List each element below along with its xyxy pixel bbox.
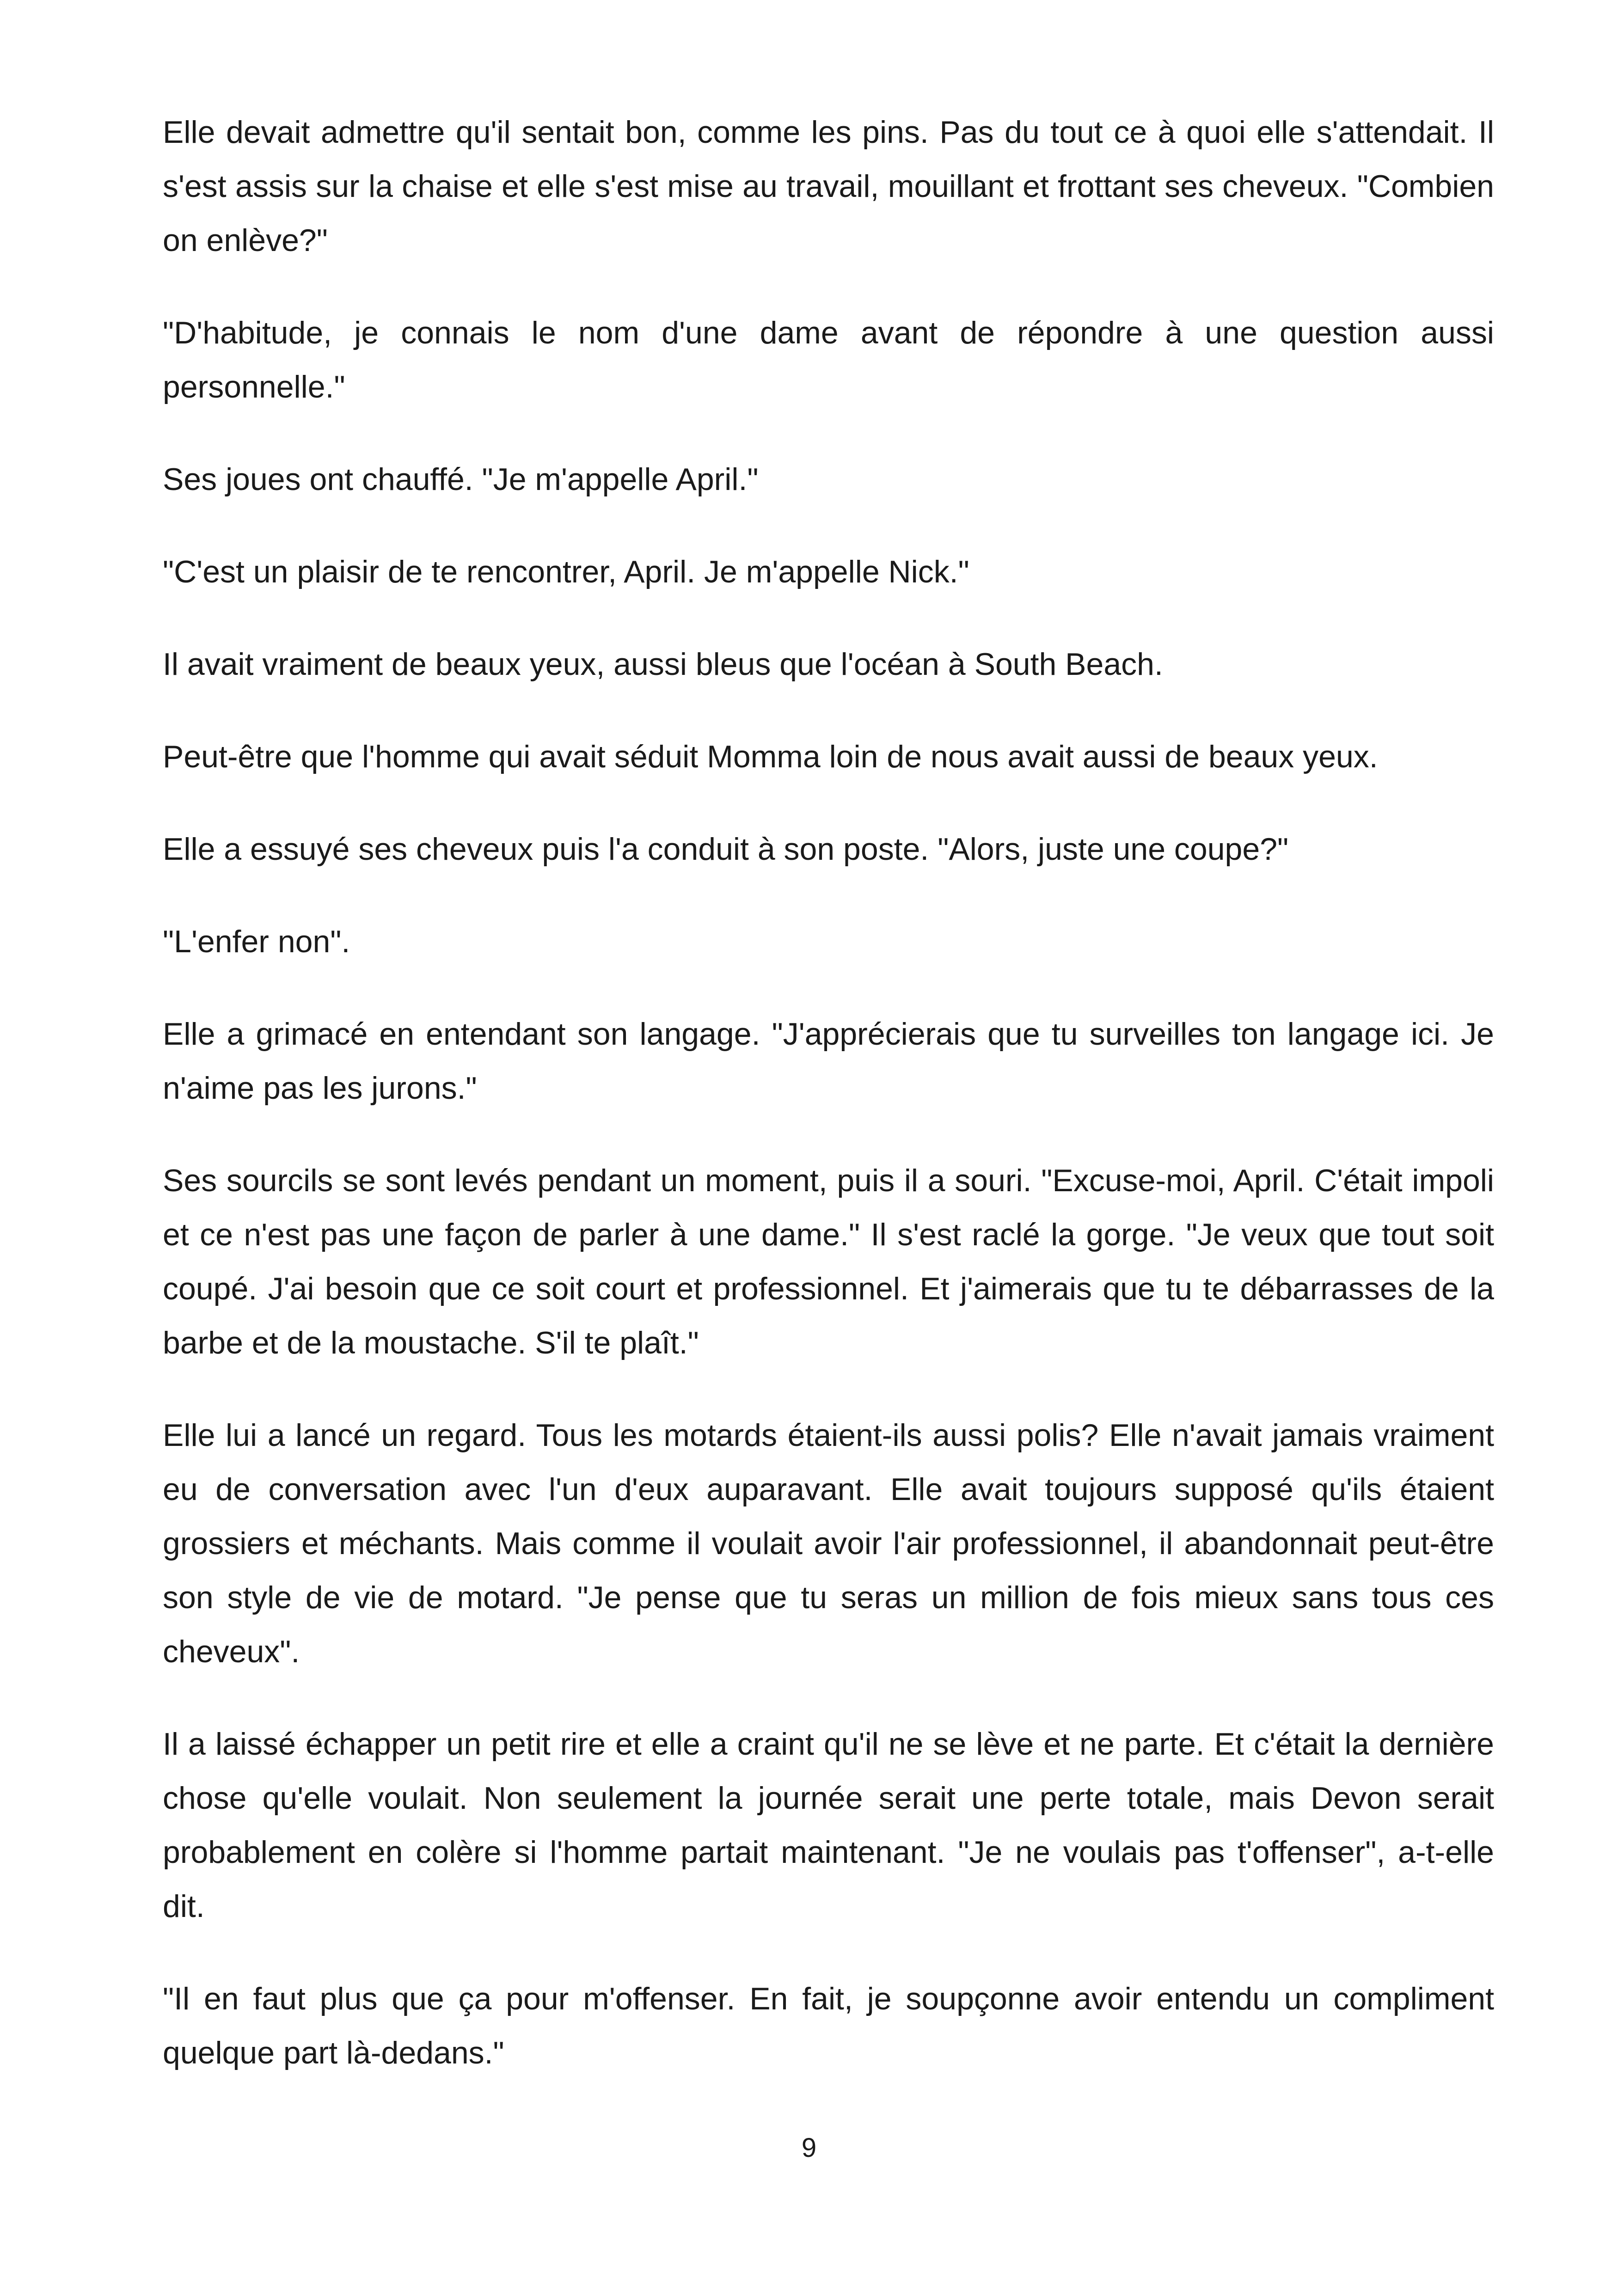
paragraph: "D'habitude, je connais le nom d'une dame avant de répondre à une question aussi personnelle." [163,315,1494,404]
body-text [163,105,1494,2118]
paragraph: "L'enfer non". [163,924,350,959]
paragraph: Ses sourcils se sont levés pendant un moment, puis il a souri. "Excuse-moi, April. C'était impoli et ce n'est pas une façon de parler à une dame." Il s'est raclé la gorge. "Je veux que tout soit coupé. J'ai besoin que ce soit court et professionnel. Et j'aimerais que tu te débarrasses de la barbe et de la moustache. S'il te plaît." [163,1163,1494,1360]
paragraph: "C'est un plaisir de te rencontrer, April. Je m'appelle Nick." [163,554,969,589]
paragraph: Elle a grimacé en entendant son langage. "J'apprécierais que tu surveilles ton langage ici. Je n'aime pas les jurons." [163,1016,1494,1106]
paragraph: Peut-être que l'homme qui avait séduit Momma loin de nous avait aussi de beaux yeux. [163,739,1378,774]
page-number: 9 [801,2133,817,2163]
paragraph: Il a laissé échapper un petit rire et elle a craint qu'il ne se lève et ne parte. Et c'était la dernière chose qu'elle voulait. Non seulement la journée serait une perte totale, mais Devon serait probablement en colère si l'homme partait maintenant. "Je ne voulais pas t'offenser", a-t-elle dit. [163,1727,1494,1924]
paragraph: Elle a essuyé ses cheveux puis l'a conduit à son poste. "Alors, juste une coupe?" [163,832,1289,867]
paragraph: Ses joues ont chauffé. "Je m'appelle April." [163,462,759,497]
paragraph: Elle lui a lancé un regard. Tous les motards étaient-ils aussi polis? Elle n'avait jamais vraiment eu de conversation avec l'un d'eux auparavant. Elle avait toujours supposé qu'ils étaient grossiers et méchants. Mais comme il voulait avoir l'air professionnel, il abandonnait peut-être son style de vie de motard. "Je pense que tu seras un million de fois mieux sans tous ces cheveux". [163,1418,1494,1669]
paragraph: Il avait vraiment de beaux yeux, aussi bleus que l'océan à South Beach. [163,647,1163,682]
paragraph: Elle devait admettre qu'il sentait bon, comme les pins. Pas du tout ce à quoi elle s'attendait. Il s'est assis sur la chaise et elle s'est mise au travail, mouillant et frottant ses cheveux. "Combien on enlève?" [163,115,1494,258]
paragraph: "Il en faut plus que ça pour m'offenser. En fait, je soupçonne avoir entendu un compliment quelque part là-dedans." [163,1981,1494,2070]
